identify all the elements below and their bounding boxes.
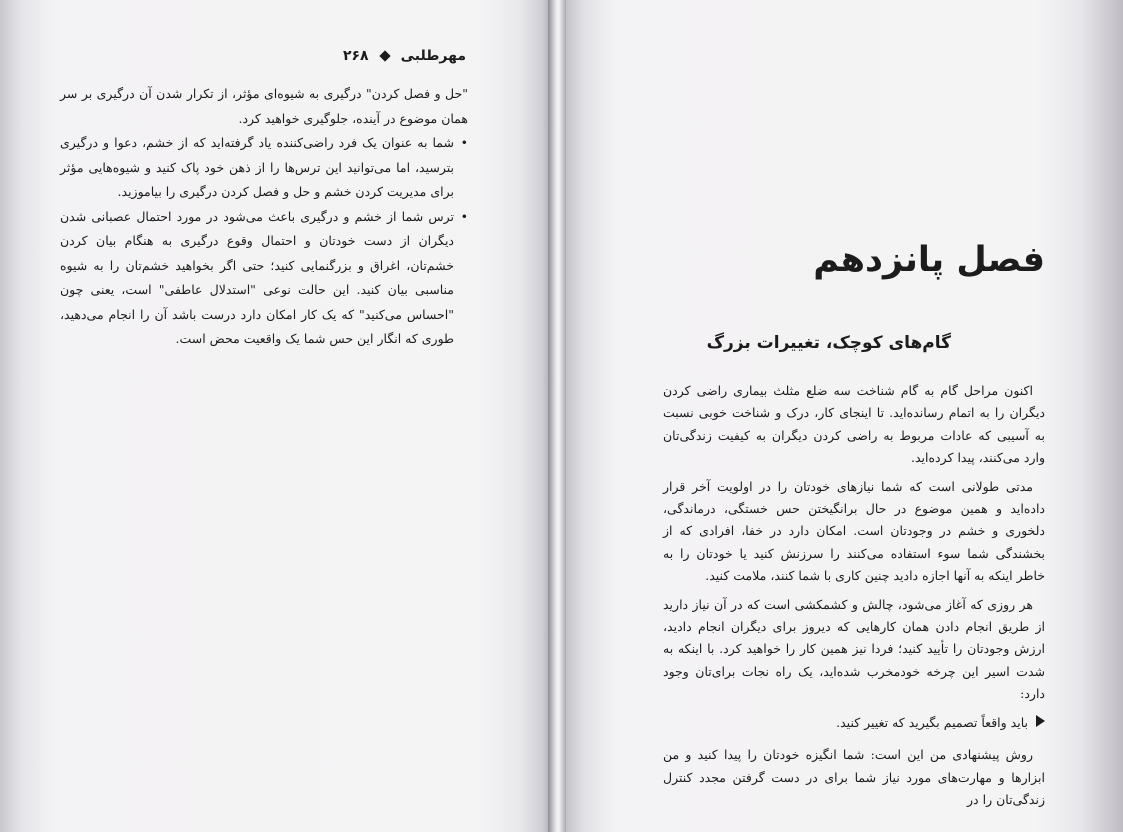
left-body-text xyxy=(60,82,468,352)
paragraph: "حل و فصل کردن" درگیری به شیوه‌ای مؤثر، از تکرار شدن آن درگیری بر سر همان موضوع در آینده، جلوگیری خواهید کرد. xyxy=(60,86,468,126)
right-page xyxy=(566,0,1123,832)
left-page xyxy=(0,0,548,832)
arrow-point xyxy=(663,712,1045,734)
chapter-subtitle: گام‌های کوچک، تغییرات بزرگ xyxy=(706,333,951,353)
closing-paragraph: روش پیشنهادی من این است: شما انگیزه خودتان را پیدا کنید و من ابزارها و مهارت‌های مورد نیاز شما برای در دست گرفتن مجدد کنترل زندگی‌تان را در xyxy=(663,747,1045,807)
page-number: ۲۶۸ xyxy=(342,48,369,64)
right-body-text xyxy=(663,380,1045,817)
paragraph: هر روزی که آغاز می‌شود، چالش و کشمکشی است که در آن نیاز دارید از طریق انجام دادن همان کارهایی که دیروز برای دیگران انجام دادید، ارزش وجودتان را تأیید کنید؛ فردا نیز همین کار را خواهید کرد. با اینکه به شدت اسیر این چرخه خودمخرب شده‌اید، یک راه نجات برای‌تان وجود دارد: xyxy=(663,596,1045,702)
paragraph: اکنون مراحل گام به گام شناخت سه ضلع مثلث بیماری راضی کردن دیگران را به اتمام رسانده‌اید. تا اینجای کار، درک و شناخت خوبی نسبت به آسیبی که عادات مربوط به راضی کردن دیگران به کیفیت زندگی‌تان وارد می‌کنند، پیدا کرده‌اید. xyxy=(663,383,1045,466)
arrow-point-text: باید واقعاً تصمیم بگیرید که تغییر کنید. xyxy=(836,714,1028,730)
running-title: مهرطلبی xyxy=(400,48,466,64)
bullet-item: • ترس شما از خشم و درگیری باعث می‌شود در مورد احتمال عصبانی شدن دیگران از دست خودتان و احتمال وقوع درگیری به هنگام بیان کردن خشم‌تان، اغراق و بزرگنمایی کنید؛ حتی اگر بخواهید خشم‌تان را به شیوه مناسبی بیان کنید. این حالت نوعی "استدلال عاطفی" است، یعنی چون "احساس می‌کنید" که یک کار امکان دارد درست باشد آن را انجام می‌دهید، طوری که انگار این حس شما یک واقعیت محض است. xyxy=(60,205,468,352)
diamond-icon xyxy=(379,50,390,61)
paragraph: مدتی طولانی است که شما نیازهای خودتان را در اولویت آخر قرار داده‌اید و همین موضوع در حال برانگیختن حس خستگی، درماندگی، دلخوری و خشم در وجودتان است. امکان دارد در خفا، افرادی که از بخشندگی شما سوء استفاده می‌کنند را سرزنش کنید یا خودتان را به خاطر اینکه به آنها اجازه دادید چنین کاری با شما کنند، ملامت کنید. xyxy=(663,478,1045,584)
page-header xyxy=(343,48,466,64)
chapter-title: فصل پانزدهم xyxy=(813,240,1045,280)
arrow-left-icon xyxy=(1036,715,1045,727)
bullet-item: • شما به عنوان یک فرد راضی‌کننده یاد گرفته‌اید که از خشم، دعوا و درگیری بترسید، اما می‌توانید این ترس‌ها را از ذهن خود پاک کنید و شیوه‌هایی مؤثر برای مدیریت کردن خشم و حل و فصل کردن درگیری را بیاموزید. xyxy=(60,131,468,205)
book-gutter xyxy=(548,0,566,832)
